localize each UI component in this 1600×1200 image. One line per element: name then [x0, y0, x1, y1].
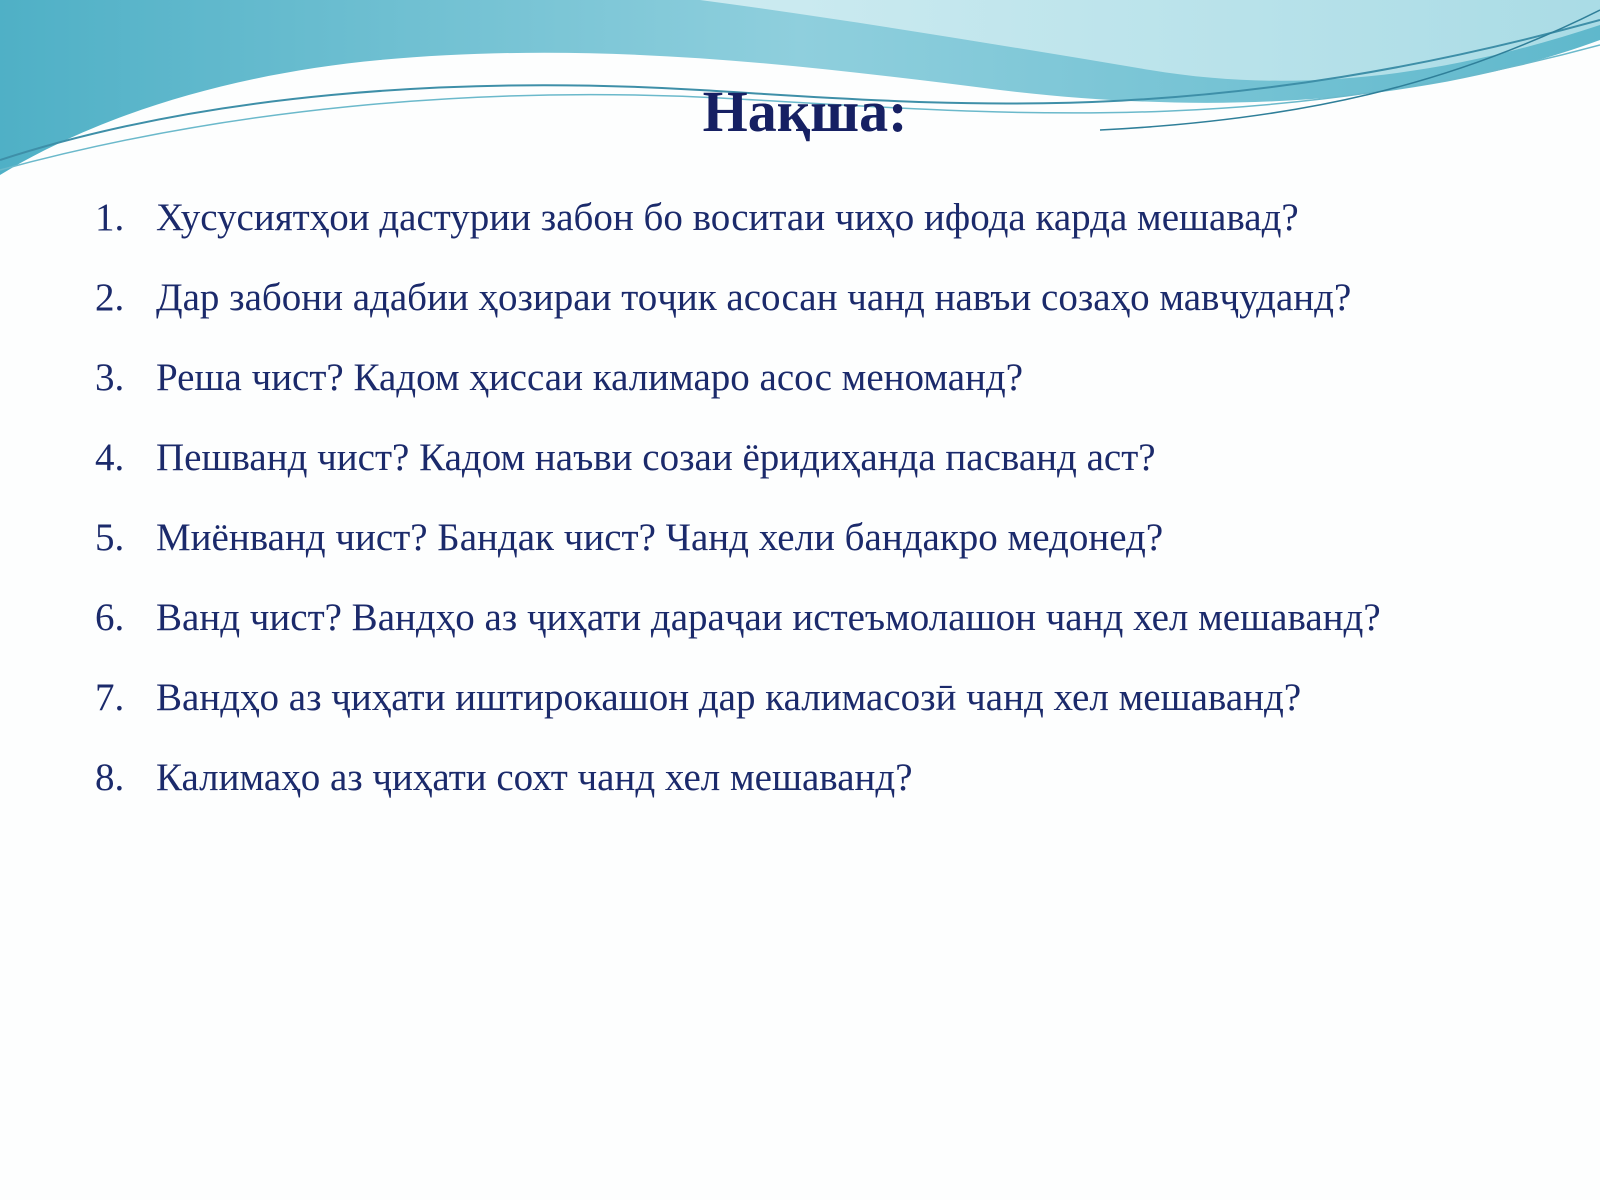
list-item-text: Дар забони адабии ҳозираи тоҷик асосан чанд навъи созаҳо мавҷуданд? — [156, 276, 1352, 319]
list-item-number: 8. — [95, 756, 125, 799]
list-item-number: 1. — [95, 196, 125, 239]
list-item-number: 6. — [95, 596, 125, 639]
list-item-text: Калимаҳо аз ҷиҳати сохт чанд хел мешаванд? — [156, 756, 913, 799]
list-item-text: Миёнванд чист? Бандак чист? Чанд хели бандакро медонед? — [156, 516, 1164, 559]
list-item — [95, 578, 1503, 658]
list-item-text: Вандҳо аз ҷиҳати иштирокашон дар калимасозӣ чанд хел мешаванд? — [156, 676, 1302, 719]
list-item-text: Реша чист? Кадом ҳиссаи калимаро асос меноманд? — [156, 356, 1024, 399]
list-item-number: 4. — [95, 436, 125, 479]
list-item — [95, 738, 1503, 818]
list-item-text: Ванд чист? Вандҳо аз ҷиҳати дараҷаи истеъмолашон чанд хел мешаванд? — [156, 596, 1381, 639]
list-item-number: 2. — [95, 276, 125, 319]
list-item-number: 3. — [95, 356, 125, 399]
list-item — [95, 658, 1503, 738]
list-item — [95, 178, 1503, 258]
list-item-text: Пешванд чист? Кадом наъви созаи ёридиҳанда пасванд аст? — [156, 436, 1156, 479]
list-item — [95, 418, 1503, 498]
list-item — [95, 258, 1503, 338]
list-item — [95, 338, 1503, 418]
question-list — [95, 178, 1503, 818]
list-item-number: 7. — [95, 676, 125, 719]
list-item-number: 5. — [95, 516, 125, 559]
list-item-text: Хусусиятҳои дастурии забон бо воситаи чиҳо ифода карда мешавад? — [156, 196, 1299, 239]
slide-title: Нақша: — [702, 79, 908, 144]
list-item — [95, 498, 1503, 578]
